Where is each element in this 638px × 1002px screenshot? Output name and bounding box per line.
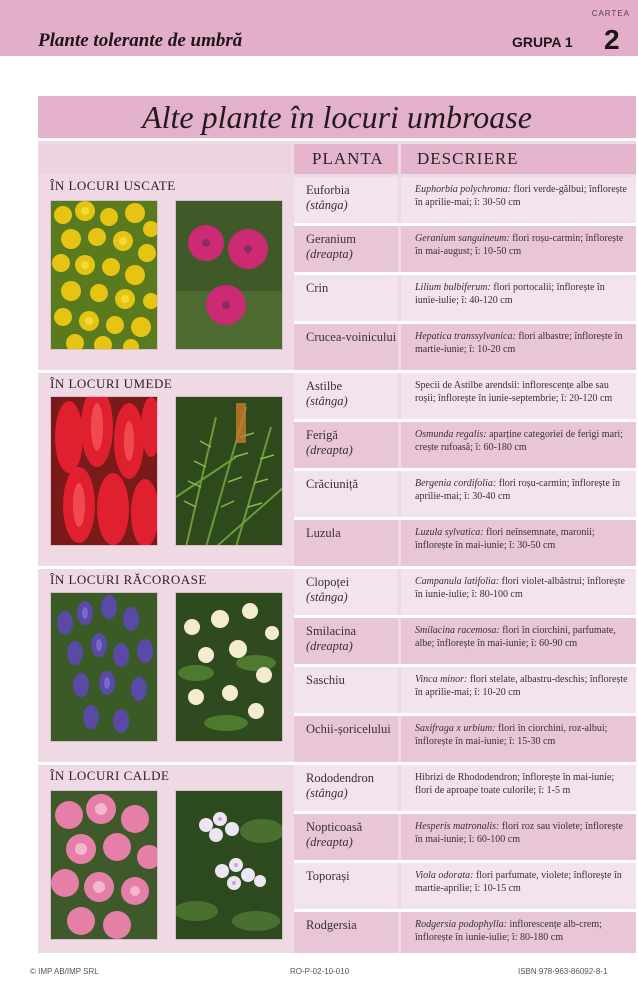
page-title: Plante tolerante de umbră xyxy=(38,30,243,51)
footer-isbn: ISBN 978-963-86092-8-1 xyxy=(518,967,608,976)
column-header-plant: PLANTA xyxy=(294,144,398,174)
plant-description: Euphorbia polychroma: flori verde-gălbui; înflorește în aprilie-mai; î: 30-50 cm xyxy=(401,177,636,223)
group-label: GRUPA 1 xyxy=(512,34,573,50)
plant-name: Euforbia (stânga) xyxy=(294,177,398,223)
plant-description: Campanula latifolia: flori violet-albăstrui; înflorește în iunie-iulie; î: 80-100 cm xyxy=(401,569,636,615)
photo-rhododendron xyxy=(50,790,158,940)
page-header xyxy=(0,0,638,56)
card-label: CARTEA xyxy=(591,9,630,18)
plant-name: Luzula xyxy=(294,520,398,566)
plant-name: Crin xyxy=(294,275,398,321)
photo-astilbe xyxy=(50,396,158,546)
plant-name: Saschiu xyxy=(294,667,398,713)
plant-description: Luzula sylvatica: flori neînsemnate, maronii; înflorește în mai-iunie; î: 30-50 cm xyxy=(401,520,636,566)
plant-description: Bergenia cordifolia: flori roșu-carmin; înflorește în aprilie-mai; î: 30-40 cm xyxy=(401,471,636,517)
plant-description: Hibrizi de Rhododendron; înflorește în mai-iunie; flori de aproape toate culorile; î: 1-5 m xyxy=(401,765,636,811)
plant-description: Geranium sanguineum: flori roșu-carmin; înflorește în mai-august; î: 10-50 cm xyxy=(401,226,636,272)
section-label-warm: ÎN LOCURI CALDE xyxy=(50,768,170,783)
plant-description: Hesperis matronalis: flori roz sau violete; înflorește în mai-iunie; î: 60-100 cm xyxy=(401,814,636,860)
plant-name: Astilbe (stânga) xyxy=(294,373,398,419)
section-label-cool: ÎN LOCURI RĂCOROASE xyxy=(50,572,207,587)
plant-name: Smilacina (dreapta) xyxy=(294,618,398,664)
plant-name: Toporași xyxy=(294,863,398,909)
plant-table-panel xyxy=(38,96,636,953)
photo-geranium xyxy=(175,200,283,350)
plant-name: Nopticoasă (dreapta) xyxy=(294,814,398,860)
plant-name: Rododendron (stânga) xyxy=(294,765,398,811)
plant-description: Vinca minor: flori stelate, albastru-deschis; înflorește în aprilie-mai; î: 10-20 cm xyxy=(401,667,636,713)
photo-euphorbia xyxy=(50,200,158,350)
plant-description: Lilium bulbiferum: flori portocalii; înflorește în iunie-iulie; î: 40-120 cm xyxy=(401,275,636,321)
photo-smilacina xyxy=(175,592,283,742)
photo-fern xyxy=(175,396,283,546)
section-label-dry: ÎN LOCURI USCATE xyxy=(50,178,176,193)
plant-description: Saxifraga x urbium: flori în ciorchini, roz-albui; înflorește în mai-iunie; î: 15-30 cm xyxy=(401,716,636,762)
plant-name: Ochii-șoricelului xyxy=(294,716,398,762)
plant-description: Rodgersia podophylla: inflorescențe alb-crem; înflorește în iunie-iulie; î: 80-180 cm xyxy=(401,912,636,953)
plant-description: Viola odorata: flori parfumate, violete; înflorește în martie-aprilie; î: 10-15 cm xyxy=(401,863,636,909)
photo-hesperis xyxy=(175,790,283,940)
plant-description: Hepatica transsylvanica: flori albastre; înflorește în martie-iunie; î: 10-20 cm xyxy=(401,324,636,370)
plant-name: Crăciuniță xyxy=(294,471,398,517)
plant-description: Osmunda regalis: aparține categoriei de ferigi mari; crește rufoasă; î: 60-180 cm xyxy=(401,422,636,468)
section-label-moist: ÎN LOCURI UMEDE xyxy=(50,376,173,391)
footer-copyright: © IMP AB/IMP SRL xyxy=(30,967,99,976)
footer-code: RO-P-02-10-010 xyxy=(290,967,350,976)
plant-name: Rodgersia xyxy=(294,912,398,953)
plant-description: Smilacina racemosa: flori în ciorchini, parfumate, albe; înflorește în mai-iunie; î: 60-90 cm xyxy=(401,618,636,664)
plant-name: Geranium (dreapta) xyxy=(294,226,398,272)
plant-name: Ferigă (dreapta) xyxy=(294,422,398,468)
card-number: 2 xyxy=(604,24,620,55)
column-header-spacer xyxy=(38,144,291,174)
plant-name: Clopoței (stânga) xyxy=(294,569,398,615)
column-header-description: DESCRIERE xyxy=(401,144,636,174)
photo-campanula xyxy=(50,592,158,742)
plant-name: Crucea-voinicului xyxy=(294,324,398,370)
panel-title: Alte plante în locuri umbroase xyxy=(38,96,636,141)
plant-description: Specii de Astilbe arendsii: inflorescențe albe sau roșii; înflorește în iunie-septembrie; î: 20-120 cm xyxy=(401,373,636,419)
